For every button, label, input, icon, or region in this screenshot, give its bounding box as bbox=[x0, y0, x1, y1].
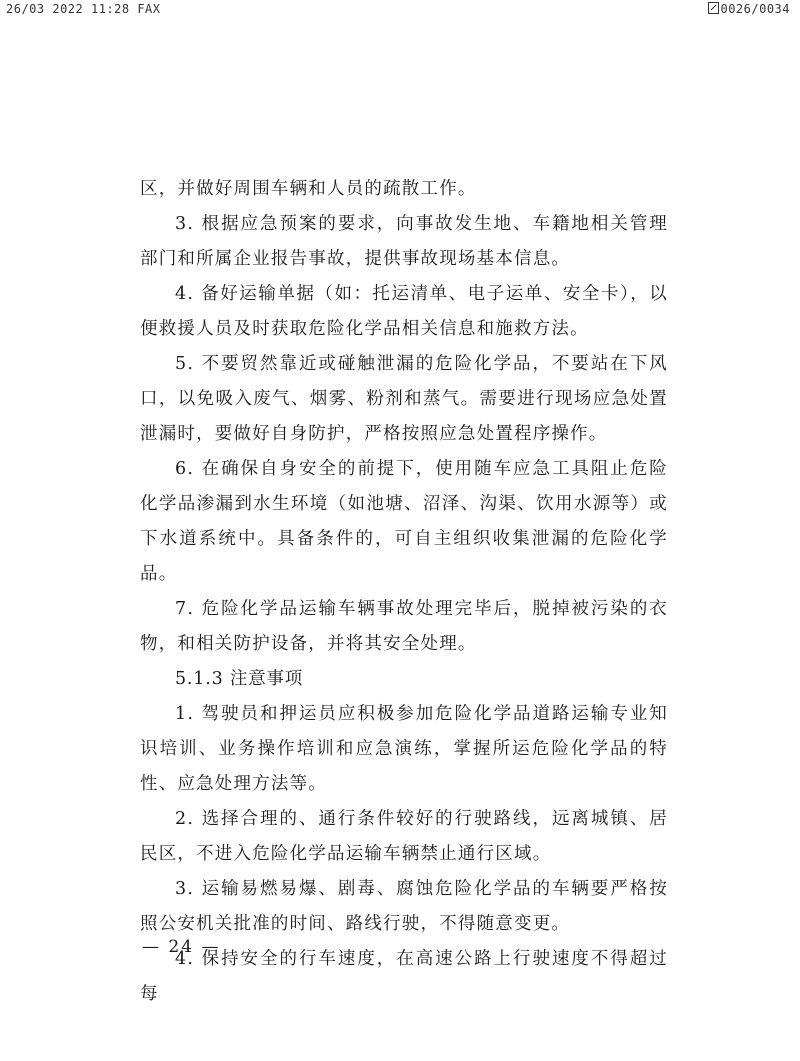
fax-page-counter: 0026/0034 bbox=[720, 2, 790, 16]
note-item-1: 1. 驾驶员和押运员应积极参加危险化学品道路运输专业知识培训、业务操作培训和应急演练，掌握所运危险化学品的特性、应急处理方法等。 bbox=[140, 704, 668, 794]
fax-page-icon bbox=[708, 2, 719, 14]
fax-header bbox=[0, 0, 800, 18]
paragraph-continued: 区，并做好周围车辆和人员的疏散工作。 bbox=[140, 179, 477, 199]
note-item-2: 2. 选择合理的、通行条件较好的行驶路线，远离城镇、居民区，不进入危险化学品运输车辆禁止通行区域。 bbox=[140, 809, 668, 864]
paragraph-item-3: 3. 根据应急预案的要求，向事故发生地、车籍地相关管理部门和所属企业报告事故，提供事故现场基本信息。 bbox=[140, 214, 668, 269]
paragraph-item-4: 4. 备好运输单据（如：托运清单、电子运单、安全卡），以便救援人员及时获取危险化学品相关信息和施救方法。 bbox=[140, 284, 668, 339]
fax-datetime: 26/03 2022 11:28 FAX bbox=[6, 2, 161, 16]
document-body bbox=[140, 172, 668, 1012]
note-item-4: 4. 保持安全的行车速度，在高速公路上行驶速度不得超过每 bbox=[140, 949, 668, 1004]
paragraph-item-7: 7. 危险化学品运输车辆事故处理完毕后，脱掉被污染的衣物，和相关防护设备，并将其安全处理。 bbox=[140, 599, 668, 654]
page-number: — 24 — bbox=[142, 937, 221, 957]
section-heading: 5.1.3 注意事项 bbox=[175, 669, 304, 689]
paragraph-item-5: 5. 不要贸然靠近或碰触泄漏的危险化学品，不要站在下风口，以免吸入废气、烟雾、粉剂和蒸气。需要进行现场应急处置泄漏时，要做好自身防护，严格按照应急处置程序操作。 bbox=[140, 354, 668, 444]
paragraph-item-6: 6. 在确保自身安全的前提下，使用随车应急工具阻止危险化学品渗漏到水生环境（如池塘、沼泽、沟渠、饮用水源等）或下水道系统中。具备条件的，可自主组织收集泄漏的危险化学品。 bbox=[140, 459, 668, 584]
note-item-3: 3. 运输易燃易爆、剧毒、腐蚀危险化学品的车辆要严格按照公安机关批准的时间、路线行驶，不得随意变更。 bbox=[140, 879, 668, 934]
fax-page-counter-wrap bbox=[708, 2, 790, 16]
